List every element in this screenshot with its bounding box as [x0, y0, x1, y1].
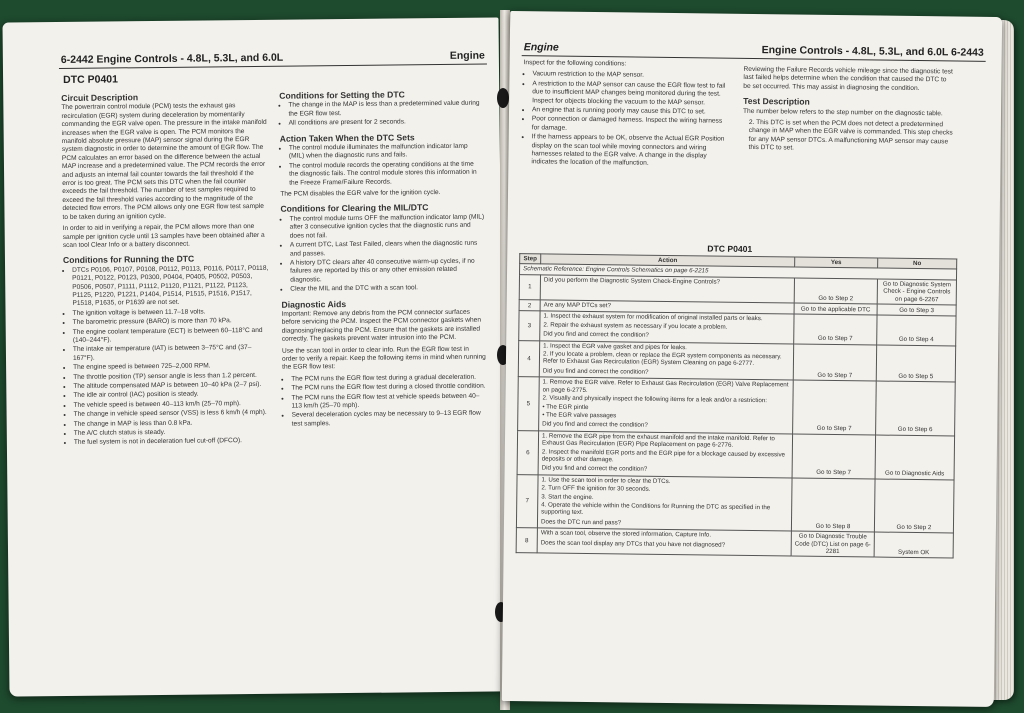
step-number: 1 — [519, 274, 540, 299]
diagnostic-aids-heading: Diagnostic Aids — [281, 298, 347, 310]
step-number: 6 — [517, 430, 539, 474]
action-line: 2. Inspect the manifold EGR ports and the EGR pipe for a blockage caused by excessive deposits or other damage. — [541, 447, 786, 464]
list-item: • The change in MAP is less than 0.8 kPa. — [74, 418, 271, 428]
action-line: Did you perform the Diagnostic System Check-Engine Controls? — [543, 276, 721, 286]
col-action: Action — [541, 254, 795, 268]
conditions-setting-heading: Conditions for Setting the DTC — [279, 89, 405, 101]
inspect-column — [522, 59, 729, 172]
list-item: • The A/C clutch status is steady. — [74, 428, 271, 438]
action-line: Did you find and correct the condition? — [542, 420, 648, 430]
step-action — [540, 311, 794, 343]
list-item: • All conditions are present for 2 seconds. — [289, 118, 484, 128]
list-item: • Vacuum restriction to the MAP sensor. — [532, 71, 729, 82]
col-no: No — [878, 258, 957, 269]
action-taken-note: The PCM disables the EGR valve for the ignition cycle. — [280, 189, 441, 198]
action-line: 2. Repair the exhaust system as necessary if you locate a problem. — [543, 321, 728, 331]
list-item: • The engine speed is between 725–2,000 RPM. — [73, 362, 270, 372]
list-item: • The control module illuminates the malfunction indicator lamp (MIL) when the diagnostic runs and fails. — [289, 143, 484, 162]
step-action — [539, 377, 794, 434]
action-line: 1. Remove the EGR valve. Refer to Exhaust Gas Recirculation (EGR) Valve Replacement on page 6-2775. — [542, 378, 789, 394]
table-row — [518, 340, 955, 382]
list-item: • The throttle position (TP) sensor angle is less than 1.2 percent. — [73, 371, 270, 381]
table-row — [516, 474, 954, 533]
action-line: With a scan tool, observe the stored information, Capture Info. — [540, 529, 712, 539]
diagnostic-table — [516, 253, 958, 559]
step-action — [540, 275, 794, 303]
step-number: 4 — [518, 340, 539, 377]
step-no: Go to Step 3 — [877, 304, 956, 316]
step-yes: Go to the applicable DTC — [794, 303, 877, 315]
step-action — [537, 475, 792, 532]
table-row — [518, 377, 956, 436]
right-page-header: Engine Controls - 4.8L, 5.3L, and 6.0L 6-2443 — [761, 44, 984, 59]
col-step: Step — [520, 254, 541, 265]
action-line: Did you find and correct the condition? — [542, 367, 649, 376]
conditions-clearing-heading: Conditions for Clearing the MIL/DTC — [280, 202, 429, 215]
action-line: Are any MAP DTCs set? — [543, 301, 611, 310]
test-column — [742, 66, 953, 158]
action-line: 1. Inspect the EGR valve gasket and pipes for leaks. — [543, 342, 687, 351]
dtc-title: DTC P0401 — [63, 73, 119, 86]
list-item: • The idle air control (IAC) position is steady. — [73, 390, 270, 400]
step-yes: Go to Step 7 — [793, 344, 876, 382]
conditions-running-list — [63, 265, 271, 448]
list-item: • The control module turns OFF the malfunction indicator lamp (MIL) after 3 consecutive ignition cycles that the diagnostic runs and does not fail. — [290, 213, 485, 240]
conditions-running-heading: Conditions for Running the DTC — [62, 253, 195, 266]
list-item: • If the harness appears to be OK, observe the Actual EGR Position display on the scan tool while moving connectors and wiring harnesses related to the EGR valve. A change in the display indicates the location of the malfunction. — [531, 134, 728, 170]
list-item: • The engine coolant temperature (ECT) is between 60–118°C and (140–244°F). — [73, 326, 270, 345]
action-line: 1. Remove the EGR pipe from the exhaust manifold and the intake manifold. Refer to Exhaust Gas Recirculation (EGR) Pipe Replacement on page 6-2776. — [541, 432, 775, 449]
right-page — [502, 11, 1002, 707]
table-title: DTC P0401 — [707, 243, 753, 254]
list-item: • The PCM runs the EGR flow test during a gradual deceleration. — [291, 373, 486, 383]
step-number: 7 — [516, 474, 538, 528]
step-no: Go to Diagnostic System Check - Engine Controls on page 6-2267 — [877, 279, 956, 305]
step-no: Go to Diagnostic Aids — [875, 435, 955, 480]
list-item: • The barometric pressure (BARO) is more than 70 kPa. — [73, 317, 270, 327]
step-yes: Go to Diagnostic Trouble Code (DTC) List on page 6-2281 — [791, 531, 874, 557]
list-item: • The PCM runs the EGR flow test during a closed throttle condition. — [291, 383, 486, 393]
action-line: 1. Inspect the exhaust system for modification of original installed parts or leaks. — [543, 312, 763, 323]
list-item: • The fuel system is not in deceleration fuel cut-off (DFCO). — [74, 437, 271, 447]
step-yes: Go to Step 7 — [792, 434, 876, 479]
step-number: 8 — [516, 528, 537, 553]
list-item: • DTCs P0106, P0107, P0108, P0112, P0113, P0116, P0117, P0118, P0121, P0122, P0123, P0300, P0404, P0405, P0502, P0503, P0506, P0507, P1111, P1112, P1120, P1121, P1122, P1123, P1125, P1220, P1221, P1404, P1514, P1515, P1516, P1517, P1518, P1635, or P1639 are not set. — [72, 265, 269, 309]
list-item: • The vehicle speed is between 40–113 km/h (25–70 mph). — [73, 400, 270, 410]
list-item: • Poor connection or damaged harness. Inspect the wiring harness for damage. — [532, 116, 729, 135]
table-row — [516, 528, 953, 559]
list-item: • Clear the MIL and the DTC with a scan tool. — [290, 284, 485, 294]
list-item: • The intake air temperature (IAT) is between 3–75°C and (37–167°F). — [73, 344, 270, 363]
left-page-section-tab: Engine — [449, 49, 485, 62]
step-action — [537, 528, 791, 556]
schematic-reference: Schematic Reference: Engine Controls Schematics on page 6-2215 — [520, 264, 957, 280]
list-item: • A restriction to the MAP sensor can cause the EGR flow test to fail due to insufficient MAP changes being monitored during the test. Inspect for objects blocking the vacuum to the MAP sensor. — [532, 80, 729, 108]
step-yes: Go to Step 7 — [793, 380, 877, 434]
binder-hole — [497, 88, 509, 108]
action-line: 2. Turn OFF the ignition for 30 seconds. — [541, 484, 651, 493]
step-action — [538, 431, 793, 478]
list-item: • An engine that is running poorly may cause this DTC to set. — [532, 106, 729, 117]
action-line: 2. If you locate a problem, clean or replace the EGR system components as necessary. Refer to Exhaust Gas Recirculation (EGR) System Cleaning on page 6-2777. — [542, 350, 782, 368]
inspect-intro: Inspect for the following conditions: — [523, 59, 627, 68]
list-item: • The ignition voltage is between 11.7–18 volts. — [72, 308, 269, 318]
step-yes: Go to Step 8 — [791, 478, 875, 532]
table-body — [516, 264, 956, 558]
list-item: • The PCM runs the EGR flow test at vehicle speeds between 40–113 km/h (25–70 mph). — [291, 392, 486, 411]
right-page-section-tab: Engine — [523, 41, 559, 54]
step-no: Go to Step 2 — [874, 479, 954, 533]
test-description-step: 2. This DTC is set when the PCM does not detect a predetermined change in MAP when the EGR valve is commanded. This step checks for any MAP sensor DTCs. A malfunctioning MAP sensor may cause this DTC to set. — [748, 118, 953, 152]
step-yes: Go to Step 2 — [794, 278, 877, 304]
action-line: Did you find and correct the condition? — [541, 464, 648, 474]
action-line: 4. Operate the vehicle within the Conditions for Running the DTC as specified in the supporting text. — [541, 501, 771, 517]
step-no: Go to Step 6 — [876, 381, 956, 435]
right-column — [279, 84, 487, 432]
table-row — [517, 430, 955, 479]
conditions-setting-list — [279, 100, 483, 128]
circuit-description-para: In order to aid in verifying a repair, the PCM allows more than one sample per ignition cycle until 13 samples have been obtained after a scan tool Clear Info or a battery disconnect. — [62, 223, 265, 249]
important-note: Important: Remove any debris from the PCM connector surfaces before servicing the PCM. Inspect the PCM connector gaskets when diagnosing/replacing the PCM. Ensure that the gaskets are installed correctly. The gaskets prevent water intrusion into the PCM. — [281, 308, 482, 343]
list-item: • Several deceleration cycles may be necessary to 9–13 EGR flow test samples. — [292, 410, 487, 429]
action-taken-heading: Action Taken When the DTC Sets — [279, 131, 415, 144]
failure-records-note: Reviewing the Failure Records vehicle mileage since the diagnostic test last failed helps determine when the condition that caused the DTC to be set occurred. This may assist in diagnosing the condition. — [743, 65, 953, 92]
step-no: System OK — [874, 532, 953, 558]
step-no: Go to Step 4 — [877, 315, 956, 345]
left-page-header: 6-2442 Engine Controls - 4.8L, 5.3L, and 6.0L — [60, 51, 284, 67]
step-action — [539, 341, 793, 381]
list-item: • The change in the MAP is less than a predetermined value during the EGR flow test. — [288, 100, 483, 119]
step-number: 5 — [518, 377, 540, 431]
action-line: 2. Visually and physically inspect the following items for a leak and/or a restriction: — [542, 394, 768, 405]
test-description-heading: Test Description — [743, 96, 810, 107]
left-page — [2, 17, 505, 696]
col-yes: Yes — [795, 257, 878, 268]
list-item: • A history DTC clears after 40 consecutive warm-up cycles, if no failures are reported by this or any other emission related diagnostic. — [290, 257, 485, 284]
inspect-list — [522, 71, 729, 170]
list-item: • The altitude compensated MAP is between 10–40 kPa (2–7 psi). — [73, 381, 270, 391]
action-line: 1. Use the scan tool in order to clear the DTCs. — [541, 476, 671, 485]
step-number: 3 — [519, 311, 540, 340]
action-line: Does the scan tool display any DTCs that you have not diagnosed? — [540, 539, 726, 549]
action-line: • The EGR pintle — [542, 402, 589, 411]
action-line: Did you find and correct the condition? — [543, 330, 649, 339]
diagnostic-aids-list — [282, 373, 487, 429]
list-item: • The change in vehicle speed sensor (VSS) is less 6 km/h (4 mph). — [74, 409, 271, 419]
action-line: Does the DTC run and pass? — [540, 518, 622, 527]
circuit-description-para: The powertrain control module (PCM) tests the exhaust gas recirculation (EGR) system during deceleration by momentarily commanding the EGR valve open. The pressure in the intake manifold increases when the EGR valve is open. The PCM monitors the manifold absolute pressure (MAP) sensor signal during the EGR system diagnostic in order to determine the amount of EGR flow. The PCM calculates an error based on the difference between the actual MAP increase and a predetermined value. The PCM records the error and adjusts an internal fail counter towards the fail threshold if the error is too great. The PCM sets this DTC when the fail counter exceeds the fail threshold. The number of test samples required to exceed the fail threshold varies according to the magnitude of the detected flow errors. The PCM allows only one EGR flow test sample to be taken during an ignition cycle. — [61, 102, 267, 221]
action-line: • The EGR valve passages — [542, 411, 617, 420]
action-taken-list — [280, 143, 484, 188]
step-number: 2 — [519, 300, 540, 312]
circuit-description-heading: Circuit Description — [61, 92, 139, 104]
test-description-intro: The number below refers to the step number on the diagnostic table. — [742, 107, 943, 117]
diagnostic-aids-intro: Use the scan tool in order to clear info. Run the EGR flow test in order to verify a repair. Keep the following items in mind when running the EGR flow test: — [281, 345, 486, 372]
step-no: Go to Step 5 — [876, 345, 955, 383]
left-column — [61, 86, 271, 451]
step-yes: Go to Step 7 — [794, 314, 877, 344]
list-item: • The control module records the operating conditions at the time the diagnostic fails. The control module stores this information in the Freeze Frame/Failure Records. — [289, 160, 484, 187]
conditions-clearing-list — [281, 213, 486, 294]
action-line: 3. Start the engine. — [541, 492, 594, 501]
list-item: • A current DTC, Last Test Failed, clears when the diagnostic runs and passes. — [290, 240, 485, 259]
